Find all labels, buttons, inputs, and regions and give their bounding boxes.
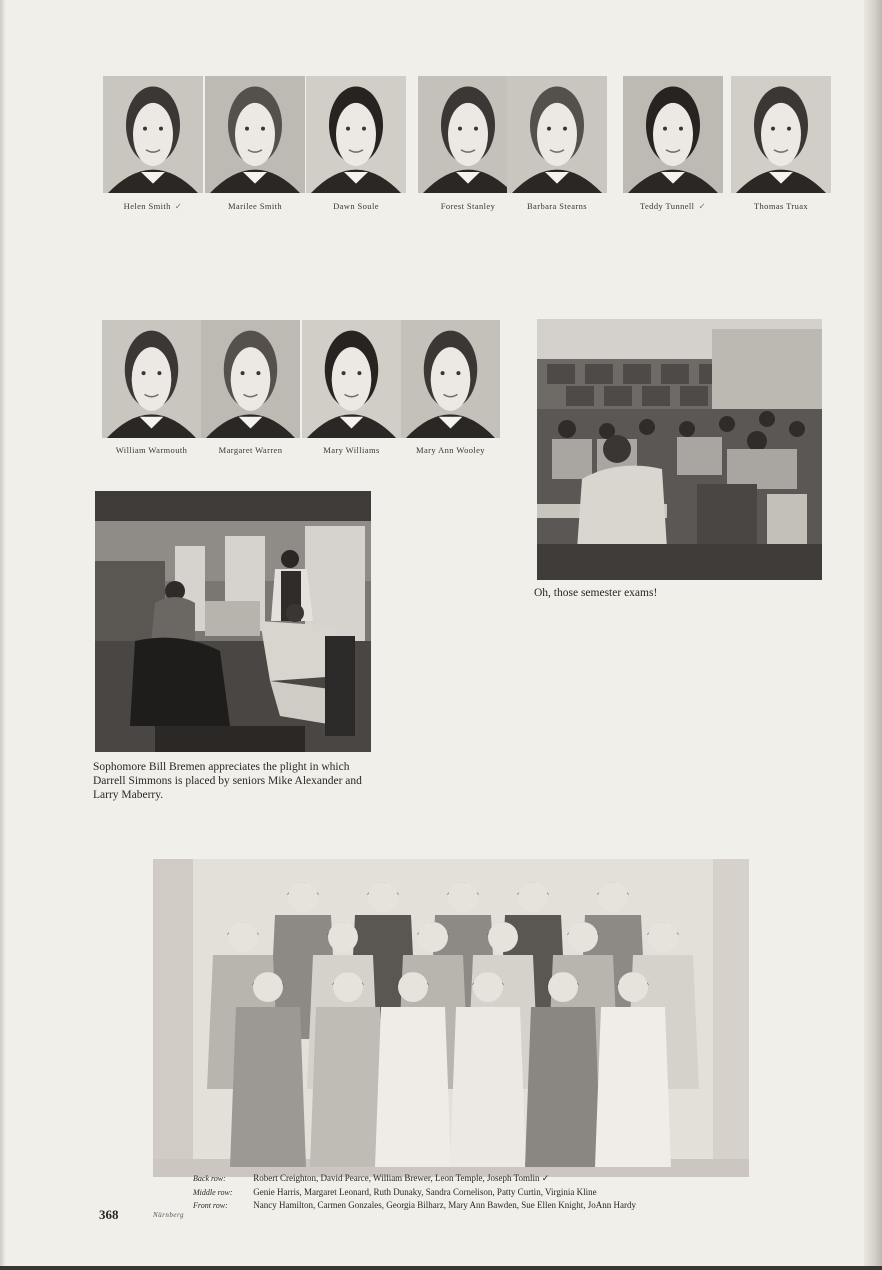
person-body bbox=[525, 1007, 601, 1167]
row1-name bbox=[418, 201, 518, 211]
book-spine-shadow bbox=[864, 0, 882, 1270]
person-head bbox=[368, 882, 398, 912]
row2-name-text: Mary Ann Wooley bbox=[416, 445, 485, 455]
back-row-names: Robert Creighton, David Pearce, William Brewer, Leon Temple, Joseph Tomlin ✓ bbox=[253, 1173, 550, 1183]
row1-portrait bbox=[623, 76, 723, 193]
middle-row-label: Middle row: bbox=[193, 1187, 233, 1197]
exams-caption: Oh, those semester exams! bbox=[534, 587, 658, 599]
row1-name bbox=[306, 201, 406, 211]
middle-row-names: Genie Harris, Margaret Leonard, Ruth Dunaky, Sandra Cornelison, Patty Curtin, Virginia Kline bbox=[253, 1186, 597, 1197]
row1-name bbox=[507, 201, 607, 211]
person-head bbox=[228, 922, 258, 952]
row2-name bbox=[201, 445, 300, 455]
row1-name-text: Marilee Smith bbox=[227, 201, 283, 211]
person-head bbox=[568, 922, 598, 952]
person-head bbox=[518, 882, 548, 912]
row1-name-text: Helen Smith bbox=[123, 201, 171, 211]
row1-name bbox=[623, 201, 723, 212]
person-head bbox=[598, 882, 628, 912]
row1-name-text: Thomas Truax bbox=[753, 201, 809, 211]
person-head bbox=[333, 972, 363, 1002]
row2-name-text: Mary Williams bbox=[323, 445, 380, 455]
row2-portrait bbox=[302, 320, 401, 438]
front-row-line bbox=[193, 1199, 636, 1213]
checkmark-icon: ✓ bbox=[174, 201, 183, 211]
school-name: Nürnberg bbox=[153, 1211, 184, 1219]
row1-portrait bbox=[418, 76, 518, 193]
person-body bbox=[595, 1007, 671, 1167]
row1-portrait bbox=[507, 76, 607, 193]
cafeteria-photo bbox=[95, 491, 371, 752]
front-row-label: Front row: bbox=[193, 1201, 228, 1210]
group-row-listing bbox=[193, 1172, 636, 1213]
page-left-edge bbox=[0, 0, 6, 1270]
group-photo bbox=[153, 859, 749, 1177]
person-head bbox=[398, 972, 428, 1002]
front-row-names: Nancy Hamilton, Carmen Gonzales, Georgia Bilharz, Mary Ann Bawden, Sue Ellen Knight, JoAnn Hardy bbox=[253, 1200, 637, 1210]
row2-portrait bbox=[401, 320, 500, 438]
middle-row-line bbox=[193, 1186, 636, 1200]
row2-name bbox=[401, 445, 500, 455]
page-number: 368 bbox=[99, 1207, 119, 1222]
person-head bbox=[548, 972, 578, 1002]
row2-name bbox=[302, 445, 401, 455]
row1-name bbox=[103, 201, 203, 212]
row1-name-text: Barbara Stearns bbox=[526, 201, 588, 211]
person-head bbox=[648, 922, 678, 952]
person-body bbox=[450, 1007, 526, 1167]
row1-portrait bbox=[731, 76, 831, 193]
person-head bbox=[488, 922, 518, 952]
group-figures bbox=[207, 882, 699, 1167]
row1-name-text: Dawn Soule bbox=[333, 201, 379, 211]
row1-name-text: Teddy Tunnell bbox=[640, 201, 695, 211]
person-head bbox=[618, 972, 648, 1002]
back-row-line bbox=[193, 1172, 636, 1186]
person-body bbox=[375, 1007, 451, 1167]
row1-name bbox=[205, 201, 305, 211]
back-row-label: Back row: bbox=[193, 1174, 226, 1183]
row2-portrait bbox=[102, 320, 201, 438]
row1-name-text: Forest Stanley bbox=[440, 201, 496, 211]
row2-name-text: William Warmouth bbox=[115, 445, 188, 455]
person-head bbox=[473, 972, 503, 1002]
checkmark-icon: ✓ bbox=[698, 201, 706, 211]
row2-portrait bbox=[201, 320, 300, 438]
person-head bbox=[328, 922, 358, 952]
person-body bbox=[310, 1007, 386, 1167]
person-body bbox=[230, 1007, 306, 1167]
person-head bbox=[418, 922, 448, 952]
person-head bbox=[448, 882, 478, 912]
classroom-exam-photo bbox=[537, 319, 822, 580]
row2-name bbox=[102, 445, 201, 455]
page-bottom-edge bbox=[0, 1266, 882, 1270]
row1-portrait bbox=[205, 76, 305, 193]
row1-portrait bbox=[103, 76, 203, 193]
row2-name-text: Margaret Warren bbox=[218, 445, 283, 455]
row1-name bbox=[731, 201, 831, 211]
cafeteria-caption: Sophomore Bill Bremen appreciates the plight in which Darrell Simmons is placed by seniors Mike Alexander and Larry Maberry. bbox=[93, 761, 362, 801]
person-head bbox=[253, 972, 283, 1002]
row1-portrait bbox=[306, 76, 406, 193]
person-head bbox=[288, 882, 318, 912]
